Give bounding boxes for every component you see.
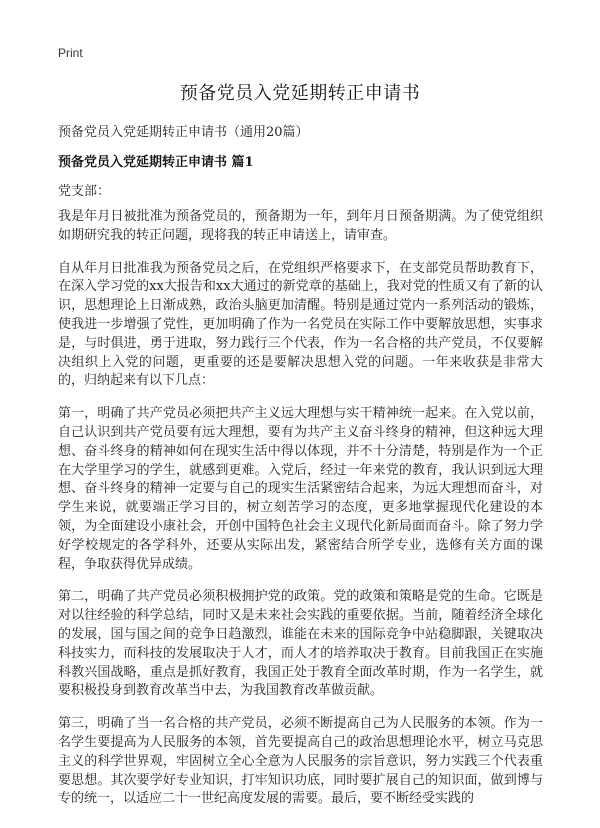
paragraph-1: 我是年月日被批准为预备党员的，预备期为一年，到年月日预备期满。为了使党组织如期研究我的转正问题，现将我的转正申请送上，请审查。 [58,209,543,243]
section-heading: 预备党员入党延期转正申请书 篇1 [58,155,254,170]
body-text [58,208,543,823]
salutation: 党支部： [58,184,111,199]
page-title: 预备党员入党延期转正申请书 [179,83,421,104]
paragraph-2: 自从年月日批准我为预备党员之后，在党组织严格要求下，在支部党员帮助教育下，在深入学习党的xx大报告和xx大通过的新党章的基础上，我对党的性质又有了新的认识，思想理论上日渐成熟，政治头脑更加清醒。特别是通过党内一系列活动的锻炼，使我进一步增强了党性，更加明确了作为一名党员在实际工作中要解放思想，实事求是，与时俱进，勇于进取，努力践行三个代表，作为一名合格的共产党员，不仅要解决组织上入党的问题，更重要的还是要解决思想入党的问题。一年来收获是非常大的，归纳起来有以下几点： [58,260,543,389]
document-subtitle: 预备党员入党延期转正申请书（通用20篇） [58,125,309,140]
paragraph-3: 第一，明确了共产党员必须把共产主义远大理想与实干精神统一起来。在入党以前，自己认识到共产党员要有远大理想，要有为共产主义奋斗终身的精神，但这种远大理想、奋斗终身的精神如何在现实生活中得以体现，并不十分清楚，特别是作为一个正在大学里学习的学生，就感到更难。入党后，经过一年来党的教育，我认识到远大理想、奋斗终身的精神一定要与自己的现实生活紧密结合起来，为远大理想而奋斗，对学生来说，就要端正学习目的，树立刻苦学习的态度，更多地掌握现代化建设的本领，为全面建设小康社会，开创中国特色社会主义现代化新局面而奋斗。除了努力学好学校规定的各学科外，还要从实际出发，紧密结合所学专业，选修有关方面的课程，争取获得优异成绩。 [58,406,543,572]
paragraph-5: 第三，明确了当一名合格的共产党员，必须不断提高自己为人民服务的本领。作为一名学生要提高为人民服务的本领，首先要提高自己的政治思想理论水平，树立马克思主义的科学世界观，牢固树立全心全意为人民服务的宗旨意识，努力实践三个代表重要思想。其次要学好专业知识，打牢知识功底，同时要扩展自己的知识面，做到博与专的统一，以适应二十一世纪高度发展的需要。最后，要不断经受实践的 [58,716,543,807]
print-label[interactable]: Print [58,46,83,60]
paragraph-4: 第二，明确了共产党员必须积极拥护党的政策。党的政策和策略是党的生命。它既是对以往经验的科学总结，同时又是未来社会实践的重要依据。当前，随着经济全球化的发展，国与国之间的竞争日趋激烈，谁能在未来的国际竞争中站稳脚跟，关键取决科技实力，而科技的发展取决于人才，而人才的培养取决于教育。目前我国正在实施科教兴国战略，重点是抓好教育，我国正处于教育全面改革时期，作为一名学生，就要积极投身到教育改革当中去，为我国教育改革做贡献。 [58,589,543,699]
